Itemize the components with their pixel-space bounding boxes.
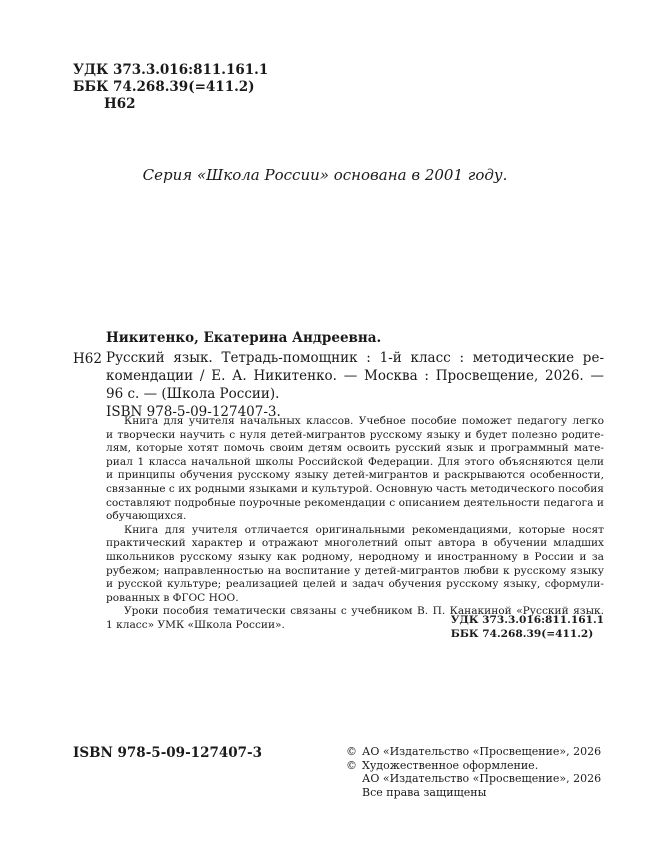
udk-code: УДК 373.3.016:811.161.1: [450, 614, 604, 626]
catalog-code: Н62: [73, 351, 102, 367]
abstract-line: составляют подробные поурочные рекомендации с описанием деятельности педагога и: [106, 496, 604, 509]
catalog-line: Русский язык. Тетрадь-помощник : 1-й класс : методические ре-: [106, 350, 604, 366]
copyright-publisher: АО «Издательство «Просвещение», 2026: [362, 772, 602, 786]
abstract-line: Книга для учителя начальных классов. Учебное пособие поможет педагогу легко: [124, 415, 604, 427]
classification-codes-top: [73, 62, 268, 113]
author-mark: Н62: [104, 96, 136, 112]
abstract-line: рованных в ФГОС НОО.: [106, 591, 239, 604]
bbk-code: ББК 74.268.39(=411.2): [73, 79, 255, 95]
bbk-code: ББК 74.268.39(=411.2): [450, 627, 594, 640]
copyright-symbol: ©: [346, 758, 357, 772]
catalog-entry: [106, 349, 604, 421]
abstract-line: и русской культуре; реализацией целей и задач обучения русскому языку, сформули-: [106, 578, 604, 591]
catalog-line: комендации / Е. А. Никитенко. — Москва : Просвещение, 2026. —: [106, 368, 604, 384]
abstract-line: Уроки пособия тематически связаны с учебником В. П. Канакиной «Русский язык.: [124, 605, 604, 618]
abstract-line: Книга для учителя отличается оригинальными рекомендациями, которые носят: [124, 523, 604, 536]
abstract-line: лям, которые хотят помочь своим детям освоить русский язык и программный мате-: [106, 442, 604, 455]
copyright-block: [346, 745, 601, 799]
series-note: Серия «Школа России» основана в 2001 году.: [142, 166, 508, 184]
abstract-line: связанные с их родными языками и культурой. Основную часть методического пособия: [106, 482, 604, 495]
rights-reserved: Все права защищены: [362, 785, 487, 799]
abstract-line: практический характер и отражают многолетний опыт автора в обучении младших: [106, 537, 604, 550]
catalog-author: Никитенко, Екатерина Андреевна.: [106, 330, 382, 346]
abstract-line: риал 1 класса начальной школы Российской Федерации. Для этого объясняются цели: [106, 455, 604, 468]
abstract-line: обучающихся.: [106, 510, 187, 523]
abstract-line: 1 класс» УМК «Школа России».: [106, 618, 285, 631]
abstract-line: и принципы обучения русскому языку детей-мигрантов и раскрываются особенности,: [106, 469, 604, 482]
abstract-line: школьников русскому языку как родному, неродному и иностранному в России и за: [106, 550, 604, 563]
abstract-line: рубежом; направленностью на воспитание у детей-мигрантов любви к русскому языку: [106, 564, 604, 577]
book-abstract: [106, 415, 604, 633]
isbn: ISBN 978-5-09-127407-3: [73, 745, 263, 761]
classification-codes-bottom: [451, 614, 604, 641]
catalog-line: 96 с. — (Школа России).: [106, 386, 280, 402]
copyright-publisher: АО «Издательство «Просвещение», 2026: [362, 745, 602, 758]
copyright-symbol: ©: [346, 745, 357, 758]
copyright-design: Художественное оформление.: [362, 758, 539, 772]
abstract-line: и творчески научить с нуля детей-мигрантов русскому языку и будет полезно родите-: [106, 428, 604, 441]
udk-code: УДК 373.3.016:811.161.1: [73, 62, 269, 78]
catalog-isbn: ISBN 978-5-09-127407-3.: [106, 404, 281, 420]
